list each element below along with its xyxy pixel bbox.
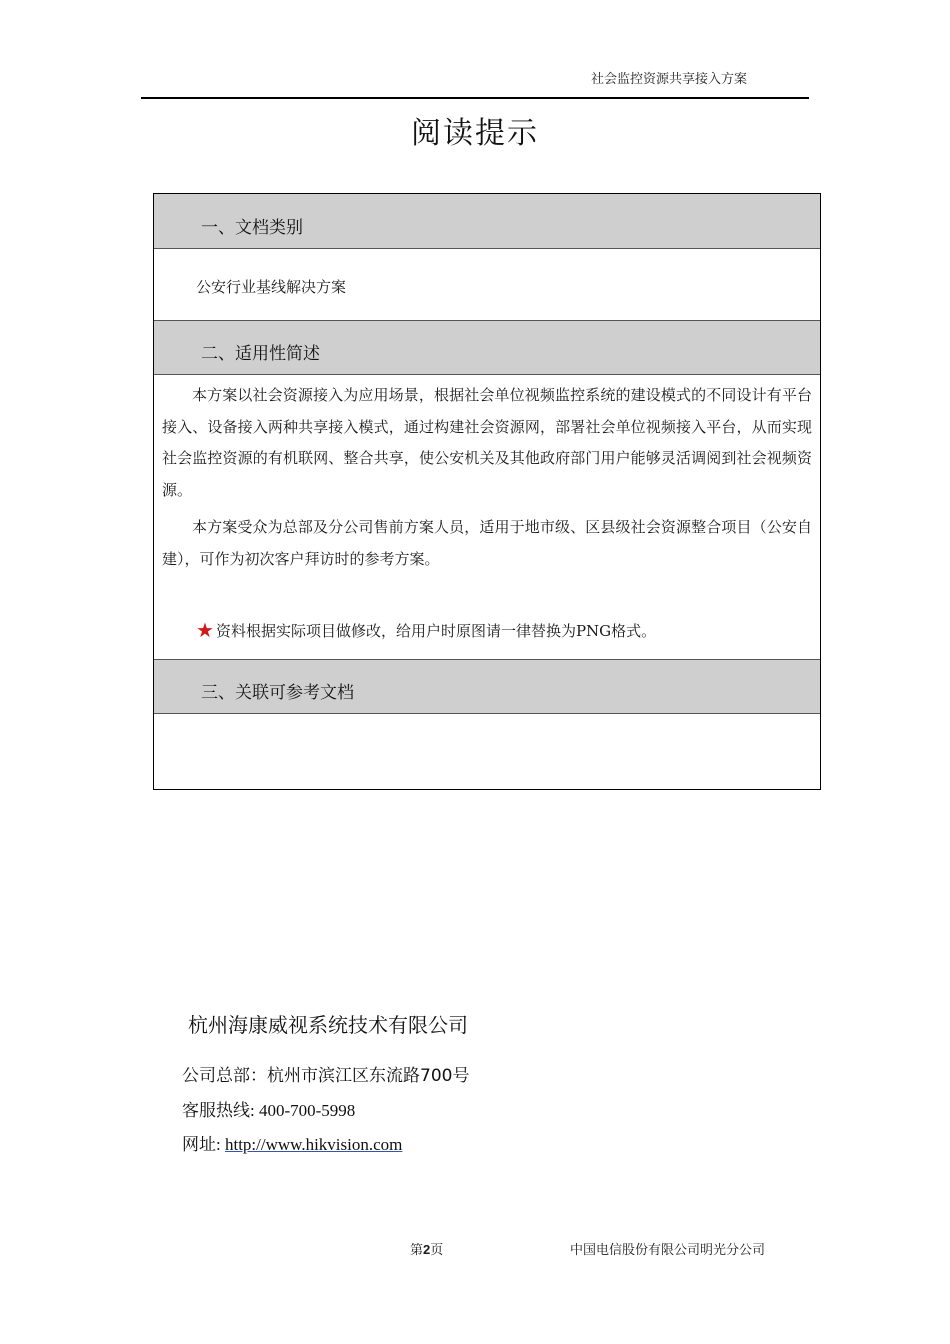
website-label: 网址 xyxy=(182,1135,216,1155)
service-hotline xyxy=(182,1096,355,1121)
website-sep: : xyxy=(216,1135,225,1154)
section-heading-doc-type xyxy=(154,194,820,249)
note-line xyxy=(196,618,656,642)
reading-tips-table xyxy=(153,193,821,790)
applicability-body xyxy=(162,380,812,575)
website-link[interactable]: http://www.hikvision.com xyxy=(224,1135,403,1154)
hotline-value: : 400-700-5998 xyxy=(250,1101,356,1120)
hq-label: 公司总部： xyxy=(182,1066,267,1086)
hq-value: 杭州市滨江区东流路700号 xyxy=(267,1066,470,1086)
company-name: 杭州海康威视系统技术有限公司 xyxy=(188,1013,468,1037)
footer-org: 中国电信股份有限公司明光分公司 xyxy=(570,1243,766,1258)
page-prefix: 第 xyxy=(410,1243,424,1258)
applicability-paragraph: 本方案以社会资源接入为应用场景，根据社会单位视频监控系统的建设模式的不同设计有平台接入、设备接入两种共享接入模式，通过构建社会资源网，部署社会单位视频接入平台，从而实现社会监控资源的有机联网、整合共享，使公安机关及其他政府部门用户能够灵活调阅到社会视频资源。 xyxy=(162,386,812,499)
red-star-icon: ★ xyxy=(196,618,214,642)
section-heading-related-docs xyxy=(154,659,820,714)
hq-address xyxy=(182,1061,469,1086)
header-rule xyxy=(141,97,809,99)
section-heading-text: 三、关联可参考文档 xyxy=(201,683,354,703)
section-heading-text: 一、文档类别 xyxy=(201,218,303,238)
page-number xyxy=(410,1239,443,1258)
section-heading-applicability xyxy=(154,320,820,375)
website xyxy=(182,1130,402,1155)
doc-type-value: 公安行业基线解决方案 xyxy=(196,278,347,296)
hotline-label: 客服热线 xyxy=(182,1101,250,1121)
header-doc-title: 社会监控资源共享接入方案 xyxy=(590,72,747,87)
section-heading-text: 二、适用性简述 xyxy=(201,344,320,364)
page-suffix: 页 xyxy=(430,1243,444,1258)
page-title: 阅读提示 xyxy=(411,116,539,151)
note-text: 资料根据实际项目做修改，给用户时原图请一律替换为PNG格式。 xyxy=(215,622,657,640)
page-number-value: 2 xyxy=(423,1242,431,1257)
applicability-paragraph: 本方案受众为总部及分公司售前方案人员，适用于地市级、区县级社会资源整合项目（公安自建），可作为初次客户拜访时的参考方案。 xyxy=(162,518,812,568)
